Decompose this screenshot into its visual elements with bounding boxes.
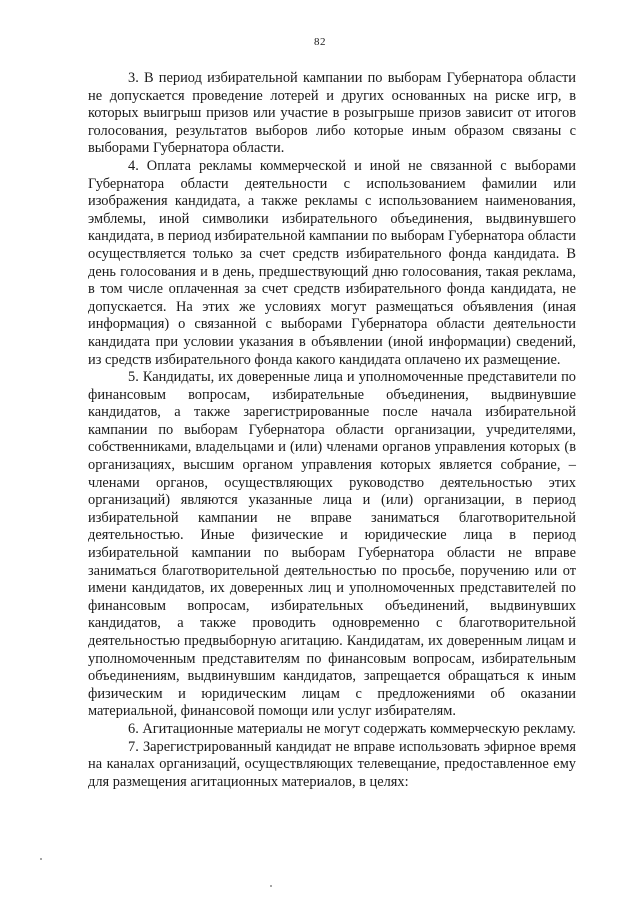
scan-speck <box>270 885 272 887</box>
paragraph-6: 6. Агитационные материалы не могут содержать коммерческую рекламу. <box>128 720 576 737</box>
paragraph-7: 7. Зарегистрированный кандидат не вправе использовать эфирное время на каналах организаций, осуществляющих телевещание, предоставленное ему для размещения агитационных материалов, в целях: <box>88 738 576 790</box>
page-number: 82 <box>314 36 326 48</box>
scan-speck <box>40 858 42 860</box>
document-body <box>88 70 576 791</box>
paragraph-4: 4. Оплата рекламы коммерческой и иной не связанной с выборами Губернатора области деятельности с использованием фамилии или изображения кандидата, а также рекламы с использованием наименования, эмблемы, иной символики избирательного объединения, выдвинувшего кандидата, в период избирательной кампании по выборам Губернатора области осуществляется только за счет средств избирательного фонда кандидата. В день голосования и в день, предшествующий дню голосования, такая реклама, в том числе оплаченная за счет средств избирательного фонда кандидата, не допускается. На этих же условиях могут размещаться объявления (иная информация) о связанной с выборами Губернатора области деятельности кандидата при условии указания в объявлении (иной информации) сведений, из средств избирательного фонда какого кандидата оплачено их размещение. <box>88 157 576 368</box>
paragraph-3: 3. В период избирательной кампании по выборам Губернатора области не допускается проведение лотерей и других основанных на риске игр, в которых выигрыш призов или участие в розыгрыше призов зависит от итогов голосования, результатов выборов либо которые иным образом связаны с выборами Губернатора области. <box>88 70 576 157</box>
paragraph-5: 5. Кандидаты, их доверенные лица и уполномоченные представители по финансовым вопросам, избирательные объединения, выдвинувшие кандидатов, а также зарегистрированные после начала избирательной кампании по выборам Губернатора области организации, учредителями, собственниками, владельцами и (или) членами органов управления которых (в организациях, высшим органом управления которых является собрание, – членами органов, осуществляющих руководство деятельностью этих организаций) являются указанные лица и (или) организации, в период избирательной кампании не вправе заниматься благотворительной деятельностью. Иные физические и юридические лица в период избирательной кампании по выборам Губернатора области не вправе заниматься благотворительной деятельностью по просьбе, поручению или от имени кандидатов, их доверенных лиц и уполномоченных представителей по финансовым вопросам, избирательных объединений, выдвинувших кандидатов, а также проводить одновременно с благотворительной деятельностью предвыборную агитацию. Кандидатам, их доверенным лицам и уполномоченным представителям по финансовым вопросам, избирательным объединениям, выдвинувшим кандидатов, запрещается обращаться к иным физическим и юридическим лицам с предложениями об оказании материальной, финансовой помощи или услуг избирателям. <box>88 369 576 720</box>
